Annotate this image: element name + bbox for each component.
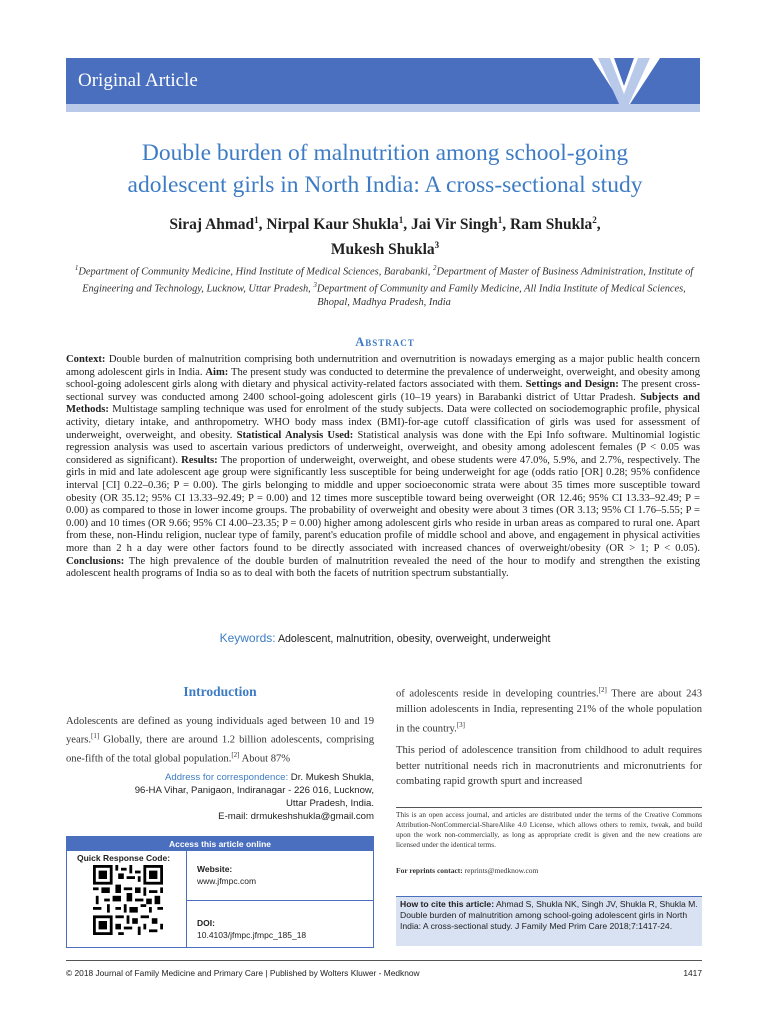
abstract-text: The high prevalence of the double burden of malnutrition revealed the need of the hour to modify and strengthen the existing adolescent health programs of India so as to deal with both the facets of nutrition spectrum substantially.	[66, 555, 700, 580]
aff-sup: 2	[432, 264, 437, 272]
correspondence-email[interactable]: E-mail: drmukeshshukla@gmail.com	[218, 811, 374, 822]
license-text: This is an open access journal, and articles are distributed under the terms of the Creative Commons Attribution-NonCommercial-ShareAlike 4.0 License, which allows others to remix, tweak, and build upon the work non-commercially, as long as appropriate credit is given and the new creations are licensed under the identical terms.	[396, 810, 702, 849]
introduction-heading: Introduction	[183, 684, 257, 699]
keywords	[60, 631, 710, 645]
affiliation-1: Department of Community Medicine, Hind Institute of Medical Sciences, Barabanki,	[78, 266, 433, 278]
keywords-label: Keywords:	[219, 631, 276, 645]
author-aff: 1	[398, 215, 404, 225]
introduction-para-2	[396, 683, 702, 737]
abstract-label: Settings and Design:	[525, 379, 619, 391]
reference-link[interactable]: [1]	[91, 732, 100, 740]
abstract-text: The present study was conducted to determine the prevalence of underweight, overweight, and obesity among school-going adolescent girls along with dietary and physical activity-related factors associated with them.	[66, 366, 700, 391]
intro-text: There are about 243 million adolescents in India, representing 21% of the whole population in the country.	[396, 688, 702, 735]
banner-chevron-icon	[0, 0, 768, 120]
author-aff: 3	[434, 240, 440, 251]
correspondence-line: Uttar Pradesh, India.	[286, 798, 374, 809]
abstract-text: Double burden of malnutrition comprising both undernutrition and overnutrition is nowadays emerging as a major public health concern among adolescent girls in India.	[66, 354, 700, 378]
introduction-para-3: This period of adolescence transition from childhood to adult requires better nutritional needs rich in macronutrients and micronutrients for combating rapid growth spurt and increased	[396, 745, 702, 787]
author-aff: 1	[254, 215, 259, 225]
website-label: Website:	[197, 864, 233, 874]
affiliations	[68, 262, 700, 309]
section-label: Original Article	[78, 70, 198, 91]
doi-label: DOI:	[197, 918, 215, 928]
author-name: Mukesh Shukla	[330, 241, 435, 259]
abstract-heading: Abstract	[355, 335, 415, 349]
reprints-contact	[396, 866, 702, 875]
correspondence-address	[66, 771, 374, 823]
intro-text: of adolescents reside in developing countries.	[396, 688, 599, 700]
access-divider-horizontal	[186, 900, 374, 901]
citation-label: How to cite this article:	[400, 899, 495, 909]
reprints-label: For reprints contact:	[396, 866, 463, 875]
website-block	[197, 863, 256, 887]
author-name: Jai Vir Singh	[411, 216, 498, 234]
abstract-body	[66, 354, 700, 581]
aff-sup: 3	[313, 280, 317, 289]
abstract-label: Statistical Analysis Used:	[236, 429, 354, 441]
author-name: Ram Shukla	[510, 216, 593, 234]
website-link[interactable]: www.jfmpc.com	[197, 876, 257, 886]
abstract-label: Context:	[66, 354, 106, 365]
citation-box	[396, 896, 702, 946]
qr-code-icon[interactable]	[93, 865, 163, 935]
affiliation-2: Department of Master of Business Administration, Institute of Engineering and Technology, Lucknow, Uttar Pradesh,	[82, 266, 694, 295]
footer-rule	[66, 960, 702, 961]
abstract-text: Multistage sampling technique was used for enrolment of the study subjects. Data were collected on sociodemographic profile, physical activity, dietary intake, and anthropometry. WHO body mass index (BMI)-for-age cutoff classification of girls was used for assessment of underweight, overweight, and obesity.	[66, 404, 700, 441]
introduction-para-1	[66, 714, 374, 766]
title-line-2: adolescent girls in North India: A cross-sectional study	[127, 172, 643, 198]
intro-text: Globally, there are around 1.2 billion adolescents, comprising one-fifth of the total global population.	[66, 734, 374, 765]
aff-sup: 1	[74, 264, 79, 272]
citation-text: Ahmad S, Shukla NK, Singh JV, Shukla R, Shukla M. Double burden of malnutrition among school-going adolescent girls in North India: A cross-sectional study. J Family Med Prim Care 2018;7:1417-24.	[400, 899, 698, 931]
keywords-text: Adolescent, malnutrition, obesity, overweight, underweight	[275, 633, 551, 645]
license-rule	[396, 807, 702, 808]
intro-text: Adolescents are defined as young individuals aged between 10 and 19 years.	[66, 716, 374, 746]
reference-link[interactable]: [3]	[456, 720, 465, 729]
qr-label: Quick Response Code:	[77, 853, 171, 863]
reprints-email[interactable]: reprints@medknow.com	[462, 866, 539, 875]
affiliation-3: Department of Community and Family Medicine, All India Institute of Medical Sciences, Bhopal, Madhya Pradesh, India	[316, 283, 686, 308]
author-name: Siraj Ahmad	[169, 216, 255, 234]
abstract-label: Subjects and Methods:	[66, 391, 700, 416]
article-title	[60, 137, 710, 201]
correspondence-line: 96-HA Vihar, Panigaon, Indiranagar - 226 016, Lucknow,	[134, 785, 374, 796]
author-name: Nirpal Kaur Shukla	[266, 216, 399, 234]
correspondence-label: Address for correspondence:	[164, 772, 289, 783]
abstract-label: Results:	[181, 454, 218, 466]
title-line-1: Double burden of malnutrition among school-going	[141, 140, 629, 166]
access-heading: Access this article online	[67, 837, 373, 851]
correspondence-name: Dr. Mukesh Shukla,	[288, 772, 374, 783]
author-aff: 2	[592, 215, 597, 225]
author-aff: 1	[497, 215, 503, 225]
abstract-label: Aim:	[205, 366, 229, 378]
abstract-label: Conclusions:	[66, 555, 125, 567]
abstract-text: The proportion of underweight, overweight, and obese students were 47.0%, 5.9%, and 2.7%, respectively. The girls in mid and late adolescent age group were significantly less susceptible for being underweight for age (odds ratio [OR] 0.28; 95% confidence interval [CI] 0.22–0.36; P = 0.00). The girls belonging to middle and upper socioeconomic strata were about 35 times more susceptible toward obesity (OR 35.12; 95% CI 13.33–92.49; P = 0.00) and 12 times more susceptible toward being overweight (OR 12.46; 95% CI 13.33–92.49; P = 0.00) as compared to those in lower income groups. The probability of overweight and obesity were about 3 times (OR 3.13; 95% CI 1.76–5.55; P = 0.00) and 10 times (OR 9.66; 95% CI 4.00–23.35; P = 0.00) higher among adolescent girls who reside in urban areas as compared to rural one. Apart from these, non-Hindu religion, nuclear type of family, parent's education profile of middle school and above, and engagement in physical activities more than 2 h a day were other factors found to be directly associated with increased chances of overweight/obesity (OR > 1; P < 0.05).	[66, 454, 700, 554]
abstract-text: Statistical analysis was done with the Epi Info software. Multinomial logistic regression analysis was used to ascertain various predictors of underweight, overweight, and obesity among adolescent females (P < 0.05 was considered as significant).	[66, 429, 700, 466]
reference-link[interactable]: [2]	[231, 750, 240, 759]
intro-text: About 87%	[239, 753, 291, 765]
reference-link[interactable]: [2]	[598, 686, 607, 694]
doi-block	[197, 917, 306, 941]
footer-text: © 2018 Journal of Family Medicine and Primary Care | Published by Wolters Kluwer - Medknow	[66, 968, 420, 978]
abstract-text: The present cross-sectional survey was conducted among 2400 school-going adolescent girls (10–19 years) in Barabanki district of Uttar Pradesh.	[66, 379, 700, 403]
author-list: Siraj Ahmad$^1$, Nirpal Kaur Shukla$^1$, Jai Vir Singh$^1$, Ram Shukla$^2$, Mukesh Shukla$^3$	[169, 215, 601, 259]
page-number: 1417	[683, 968, 702, 978]
doi-link[interactable]: 10.4103/jfmpc.jfmpc_185_18	[197, 930, 307, 940]
access-online-box	[66, 836, 374, 948]
